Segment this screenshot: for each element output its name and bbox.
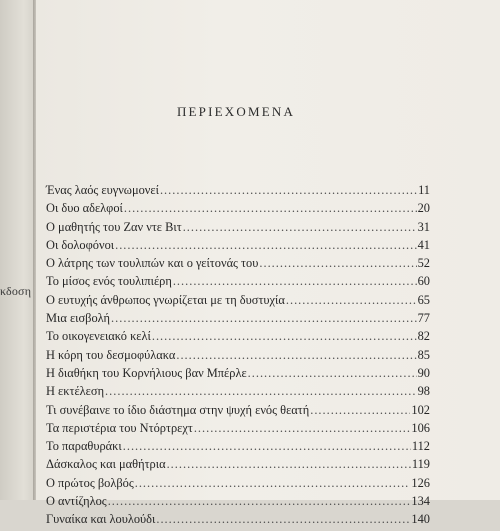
toc-entry-page-number: 102 [411,402,430,417]
toc-entry-title: Δάσκαλος και μαθήτρια [46,457,166,472]
toc-dot-leader [286,293,417,308]
toc-entry [46,512,430,530]
toc-entry-title: Η κόρη του δεσμοφύλακα [46,347,176,362]
toc-dot-leader [176,348,416,363]
toc-entry-page-number: 65 [417,292,430,307]
toc-entry [46,274,430,292]
toc-dot-leader [259,256,416,271]
toc-entry [46,439,430,457]
toc-entry-title: Ο μαθητής του Ζαν ντε Βιτ [46,219,182,234]
toc-entry-title: Γυναίκα και λουλούδι [46,512,156,527]
left-page-text-fragment: κδοση [0,284,32,298]
toc-entry-title: Το παραθυράκι [46,439,122,454]
toc-entry [46,329,430,347]
toc-dot-leader [124,201,417,216]
toc-dot-leader [115,238,417,253]
toc-entry-page-number: 77 [417,311,430,326]
toc-entry-title: Η διαθήκη του Κορνήλιους βαν Μπέρλε [46,365,247,380]
toc-entry-page-number: 20 [417,201,430,216]
book-page [36,0,500,527]
toc-entry-page-number: 11 [418,183,430,197]
toc-entry-title: Ο ευτυχής άνθρωπος γνωρίζεται με τη δυστυχία [46,292,285,307]
toc-entry [46,311,430,329]
toc-entry [46,421,430,439]
toc-entry-title: Μια εισβολή [46,311,111,326]
toc-entry-page-number: 134 [411,494,430,509]
toc-dot-leader [156,512,410,527]
toc-entry-title: Το μίσος ενός τουλιπιέρη [46,274,172,289]
toc-entry-title: Ο αντίζηλος [46,494,107,509]
toc-entry-page-number: 41 [417,237,430,252]
toc-dot-leader [167,457,411,472]
toc-entry-page-number: 85 [417,347,430,362]
toc-entry [46,238,430,256]
toc-entry [46,476,430,494]
toc-entry-title: Η εκτέλεση [46,384,105,399]
table-of-contents [46,183,430,531]
toc-dot-leader [160,183,417,198]
toc-dot-leader [248,366,417,381]
toc-dot-leader [152,329,417,344]
contents-heading: ΠΕΡΙΕΧΟΜΕΝΑ [176,104,296,119]
toc-entry-title: Ο πρώτος βολβός [46,475,134,490]
toc-entry-title: Οι δυο αδελφοί [46,201,123,216]
toc-entry-page-number: 119 [411,457,430,472]
toc-entry-page-number: 90 [417,365,430,380]
toc-dot-leader [194,421,411,436]
toc-dot-leader [135,476,411,491]
toc-entry [46,348,430,366]
toc-entry [46,293,430,311]
toc-entry-page-number: 98 [417,384,430,399]
toc-entry-title: Τι συνέβαινε το ίδιο διάστημα στην ψυχή ενός θεατή [46,402,310,417]
toc-dot-leader [173,274,417,289]
toc-entry [46,256,430,274]
toc-entry-page-number: 106 [411,420,430,435]
toc-entry-page-number: 126 [411,475,430,490]
toc-entry-page-number: 31 [417,219,430,234]
toc-entry [46,403,430,421]
toc-dot-leader [183,220,417,235]
toc-entry-page-number: 52 [417,256,430,271]
toc-entry-title: Οι δολοφόνοι [46,237,115,252]
toc-entry-page-number: 60 [417,274,430,289]
toc-dot-leader [111,311,417,326]
toc-dot-leader [310,403,410,418]
toc-dot-leader [123,439,411,454]
toc-entry [46,183,430,201]
toc-dot-leader [108,494,411,509]
toc-entry-title: Τα περιστέρια του Ντόρτρεχτ [46,420,193,435]
toc-entry-title: Ο λάτρης των τουλιπών και ο γείτονάς του [46,256,259,271]
toc-entry-page-number: 140 [411,512,430,527]
toc-entry [46,366,430,384]
toc-entry [46,384,430,402]
toc-entry-title: Το οικογενειακό κελί [46,329,151,344]
toc-entry-page-number: 112 [411,439,430,454]
toc-dot-leader [105,384,417,399]
toc-entry-page-number: 82 [417,329,430,344]
toc-entry-title: Ένας λαός ευγνωμονεί [46,183,159,197]
left-page [0,0,34,500]
toc-entry [46,457,430,475]
toc-entry [46,494,430,512]
toc-entry [46,201,430,219]
toc-entry [46,220,430,238]
